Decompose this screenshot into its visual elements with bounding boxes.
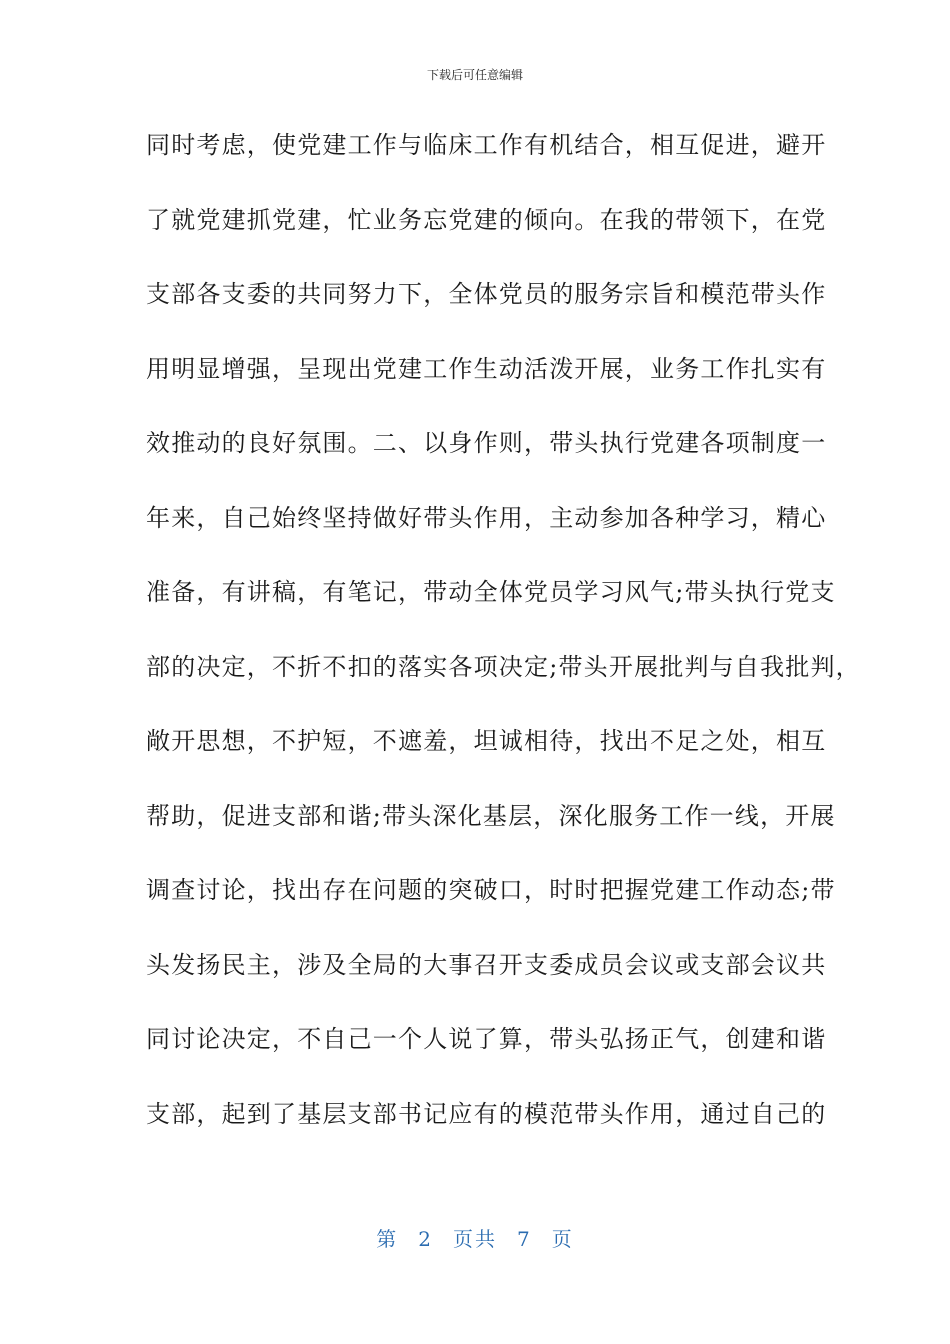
page-label-middle: 页共	[453, 1227, 497, 1251]
text-line: 调查讨论，找出存在问题的突破口，时时把握党建工作动态;带	[146, 876, 836, 904]
text-line: 同讨论决定，不自己一个人说了算，带头弘扬正气，创建和谐	[146, 1025, 827, 1053]
body-text	[146, 120, 861, 1163]
text-line: 敞开思想，不护短，不遮羞，坦诚相待，找出不足之处，相互	[146, 727, 827, 755]
text-line: 用明显增强，呈现出党建工作生动活泼开展，业务工作扎实有	[146, 354, 827, 383]
page-label-prefix: 第	[376, 1227, 399, 1251]
text-line: 头发扬民主，涉及全局的大事召开支委成员会议或支部会议共	[146, 950, 827, 979]
text-line: 同时考虑，使党建工作与临床工作有机结合，相互促进，避开	[146, 131, 827, 159]
current-page-number: 2	[418, 1227, 433, 1251]
text-line: 年来，自己始终坚持做好带头作用，主动参加各种学习，精心	[146, 503, 827, 532]
page-header: 下载后可任意编辑	[426, 68, 523, 82]
text-line: 效推动的良好氛围。二、以身作则，带头执行党建各项制度一	[146, 429, 827, 457]
text-line: 了就党建抓党建，忙业务忘党建的倾向。在我的带领下，在党	[146, 205, 827, 234]
text-line: 帮助，促进支部和谐;带头深化基层，深化服务工作一线，开展	[146, 801, 836, 830]
page-number-footer	[0, 1226, 950, 1252]
text-line: 支部各支委的共同努力下，全体党员的服务宗旨和模范带头作	[146, 280, 827, 308]
text-line: 支部，起到了基层支部书记应有的模范带头作用，通过自己的	[146, 1099, 827, 1128]
text-line: 部的决定，不折不扣的落实各项决定;带头开展批判与自我批判，	[146, 652, 861, 681]
text-line: 准备，有讲稿，有笔记，带动全体党员学习风气;带头执行党支	[146, 578, 836, 606]
page-label-suffix: 页	[551, 1227, 574, 1251]
total-page-number: 7	[517, 1227, 532, 1251]
